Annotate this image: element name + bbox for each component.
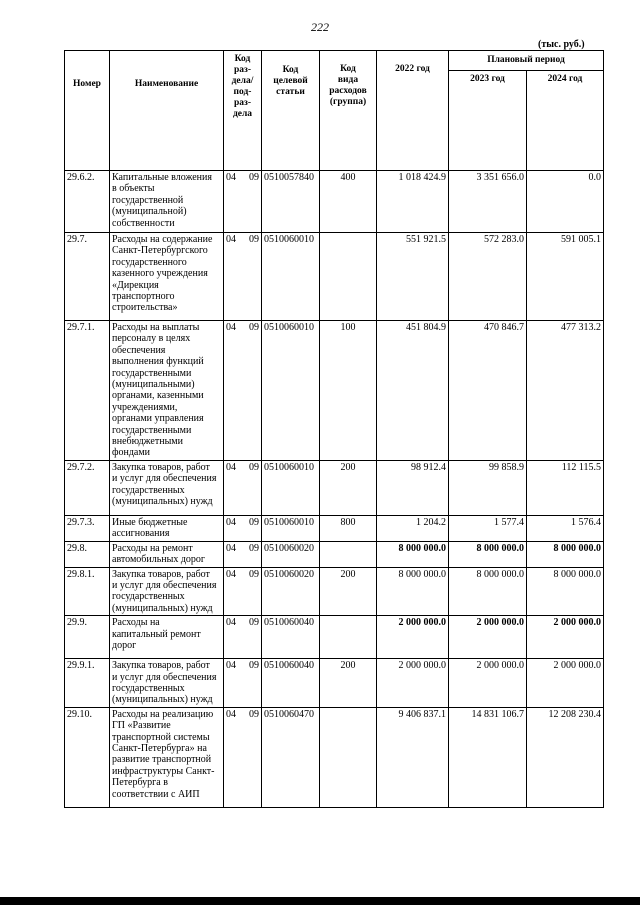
header-section-code: Код раз- дела/ под- раз- дела [224, 51, 262, 171]
table-body [65, 171, 604, 808]
row-razdel: 04 [226, 568, 236, 580]
row-value-2024: 112 115.5 [527, 460, 604, 515]
row-number: 29.8.1. [65, 567, 110, 616]
row-target-code: 0510060020 [262, 541, 320, 567]
row-value-2022: 2 000 000.0 [377, 616, 449, 659]
row-name: Расходы на капитальный ремонт дорог [110, 616, 224, 659]
row-number: 29.10. [65, 707, 110, 807]
row-expense-type-code: 400 [320, 171, 377, 233]
row-value-2024: 591 005.1 [527, 233, 604, 321]
row-razdel: 04 [226, 234, 236, 245]
row-value-2024: 1 576.4 [527, 515, 604, 541]
table-row [65, 171, 604, 233]
row-number: 29.7.3. [65, 515, 110, 541]
row-section-code [224, 616, 262, 659]
row-razdel: 04 [226, 660, 236, 672]
row-name: Закупка товаров, работ и услуг для обеспечения государственных (муниципальных) нужд [110, 567, 224, 616]
row-number: 29.7. [65, 233, 110, 321]
row-number: 29.7.1. [65, 321, 110, 461]
header-2022: 2022 год [377, 51, 449, 171]
row-podrazdel: 09 [249, 234, 259, 245]
table-row [65, 460, 604, 515]
row-value-2022: 451 804.9 [377, 321, 449, 461]
table-row [65, 616, 604, 659]
row-value-2023: 470 846.7 [449, 321, 527, 461]
row-value-2023: 2 000 000.0 [449, 616, 527, 659]
row-section-code [224, 541, 262, 567]
row-number: 29.6.2. [65, 171, 110, 233]
row-section-code [224, 567, 262, 616]
row-target-code: 0510057840 [262, 171, 320, 233]
row-value-2024: 12 208 230.4 [527, 707, 604, 807]
row-value-2024: 2 000 000.0 [527, 616, 604, 659]
row-section-code [224, 515, 262, 541]
row-expense-type-code [320, 541, 377, 567]
header-target-code: Код целевой статьи [262, 51, 320, 171]
row-section-code [224, 171, 262, 233]
row-name: Закупка товаров, работ и услуг для обеспечения государственных (муниципальных) нужд [110, 659, 224, 708]
row-value-2022: 1 204.2 [377, 515, 449, 541]
row-podrazdel: 09 [249, 542, 259, 554]
row-number: 29.7.2. [65, 460, 110, 515]
row-section-code [224, 233, 262, 321]
row-name: Расходы на реализацию ГП «Развитие транспортной системы Санкт-Петербурга» на развитие транспортной инфраструктуры Санкт- Петербурга в соответствии с АИП [110, 707, 224, 807]
row-razdel: 04 [226, 542, 236, 554]
row-name: Расходы на ремонт автомобильных дорог [110, 541, 224, 567]
row-target-code: 0510060040 [262, 616, 320, 659]
row-target-code: 0510060470 [262, 707, 320, 807]
row-expense-type-code: 200 [320, 659, 377, 708]
header-number: Номер [65, 51, 110, 171]
row-value-2023: 8 000 000.0 [449, 541, 527, 567]
row-value-2022: 551 921.5 [377, 233, 449, 321]
row-section-code [224, 460, 262, 515]
row-value-2024: 477 313.2 [527, 321, 604, 461]
header-planned-period: Плановый период [449, 51, 604, 71]
row-razdel: 04 [226, 617, 236, 629]
row-value-2024: 8 000 000.0 [527, 567, 604, 616]
row-value-2023: 3 351 656.0 [449, 171, 527, 233]
row-name: Капитальные вложения в объекты государственной (муниципальной) собственности [110, 171, 224, 233]
row-value-2022: 8 000 000.0 [377, 541, 449, 567]
row-expense-type-code [320, 233, 377, 321]
row-expense-type-code: 200 [320, 460, 377, 515]
row-expense-type-code: 200 [320, 567, 377, 616]
row-podrazdel: 09 [249, 461, 259, 473]
row-podrazdel: 09 [249, 568, 259, 580]
row-section-code [224, 659, 262, 708]
row-value-2022: 9 406 837.1 [377, 707, 449, 807]
row-podrazdel: 09 [249, 708, 259, 720]
row-value-2023: 8 000 000.0 [449, 567, 527, 616]
row-target-code: 0510060010 [262, 321, 320, 461]
row-expense-type-code [320, 616, 377, 659]
row-razdel: 04 [226, 708, 236, 720]
row-podrazdel: 09 [249, 617, 259, 629]
row-value-2022: 98 912.4 [377, 460, 449, 515]
row-expense-type-code: 800 [320, 515, 377, 541]
row-podrazdel: 09 [249, 516, 259, 528]
row-number: 29.8. [65, 541, 110, 567]
row-expense-type-code: 100 [320, 321, 377, 461]
row-podrazdel: 09 [249, 172, 259, 183]
row-razdel: 04 [226, 516, 236, 528]
units-label: (тыс. руб.) [538, 39, 585, 50]
row-name: Закупка товаров, работ и услуг для обеспечения государственных (муниципальных) нужд [110, 460, 224, 515]
header-name: Наименование [110, 51, 224, 171]
row-podrazdel: 09 [249, 322, 259, 333]
row-razdel: 04 [226, 172, 236, 183]
row-expense-type-code [320, 707, 377, 807]
table-row [65, 233, 604, 321]
table-row [65, 707, 604, 807]
row-target-code: 0510060020 [262, 567, 320, 616]
row-target-code: 0510060010 [262, 460, 320, 515]
row-name: Иные бюджетные ассигнования [110, 515, 224, 541]
row-number: 29.9.1. [65, 659, 110, 708]
row-number: 29.9. [65, 616, 110, 659]
row-value-2023: 572 283.0 [449, 233, 527, 321]
row-value-2024: 2 000 000.0 [527, 659, 604, 708]
row-target-code: 0510060010 [262, 515, 320, 541]
row-value-2022: 2 000 000.0 [377, 659, 449, 708]
row-name: Расходы на выплаты персоналу в целях обеспечения выполнения функций государственными (муниципальными) органами, казенными учреждениями, органами управления государственными внебюджетными фондами [110, 321, 224, 461]
table-row [65, 567, 604, 616]
table-row [65, 515, 604, 541]
header-expense-type-code: Код вида расходов (группа) [320, 51, 377, 171]
table-row [65, 659, 604, 708]
row-value-2024: 0.0 [527, 171, 604, 233]
table-row [65, 321, 604, 461]
row-value-2023: 1 577.4 [449, 515, 527, 541]
row-razdel: 04 [226, 322, 236, 333]
row-name: Расходы на содержание Санкт-Петербургского государственного казенного учреждения «Дирекция транспортного строительства» [110, 233, 224, 321]
row-target-code: 0510060040 [262, 659, 320, 708]
header-2024: 2024 год [527, 71, 604, 171]
row-value-2022: 8 000 000.0 [377, 567, 449, 616]
row-target-code: 0510060010 [262, 233, 320, 321]
row-podrazdel: 09 [249, 660, 259, 672]
header-2023: 2023 год [449, 71, 527, 171]
row-section-code [224, 321, 262, 461]
row-value-2022: 1 018 424.9 [377, 171, 449, 233]
page-number: 222 [311, 20, 329, 34]
row-section-code [224, 707, 262, 807]
scan-border [0, 897, 640, 905]
row-value-2023: 99 858.9 [449, 460, 527, 515]
row-value-2024: 8 000 000.0 [527, 541, 604, 567]
row-razdel: 04 [226, 461, 236, 473]
table-row [65, 541, 604, 567]
row-value-2023: 2 000 000.0 [449, 659, 527, 708]
budget-table [64, 50, 604, 808]
row-value-2023: 14 831 106.7 [449, 707, 527, 807]
